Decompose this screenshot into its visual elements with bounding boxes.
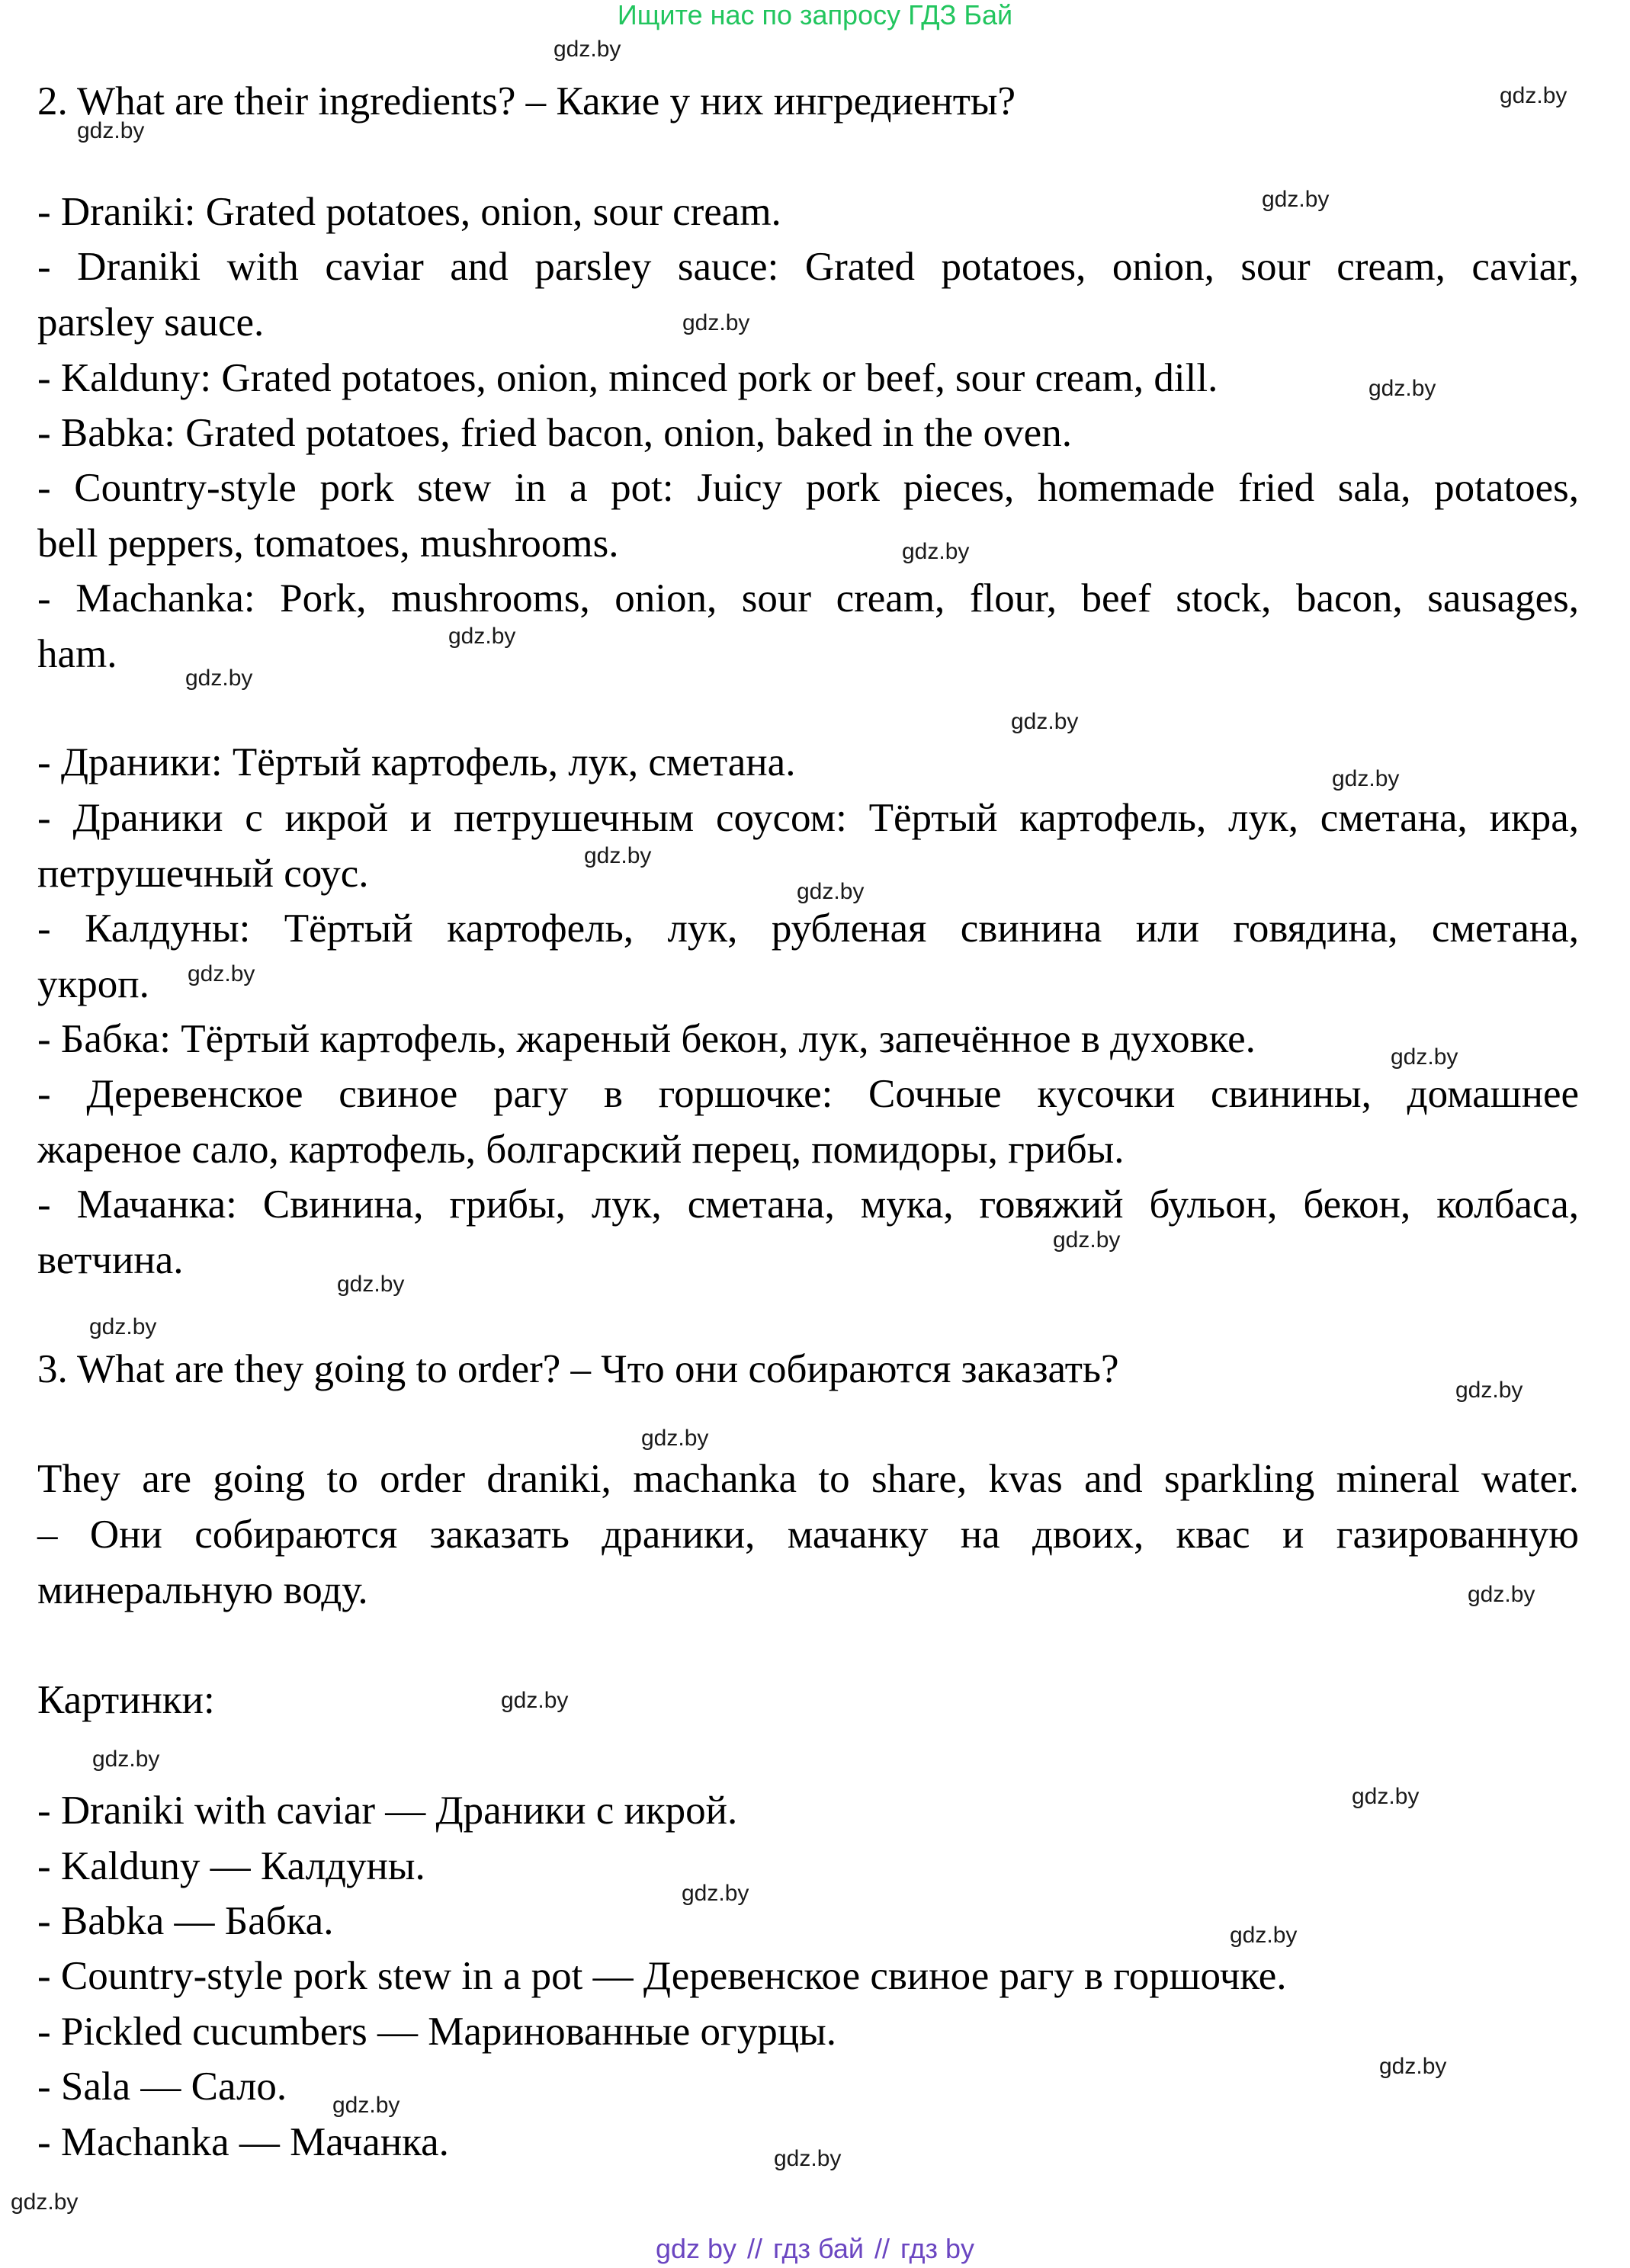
picture-item: - Babka — Бабка. [37, 1899, 334, 1943]
ingredient-line-en: ham. [37, 632, 117, 676]
section3-heading: 3. What are they going to order? – Что они собираются заказать? [37, 1347, 1119, 1391]
picture-item: - Pickled cucumbers — Маринованные огурцы. [37, 2010, 836, 2054]
watermark: gdz.by [92, 1747, 160, 1772]
ingredient-line-en: - Kalduny: Grated potatoes, onion, minced pork or beef, sour cream, dill. [37, 356, 1218, 400]
answer-line: They are going to order draniki, machanka to share, kvas and sparkling mineral water. [37, 1457, 1579, 1501]
watermark: gdz.by [501, 1688, 569, 1713]
watermark: gdz.by [1368, 376, 1436, 401]
pictures-heading: Картинки: [37, 1678, 215, 1722]
picture-item: - Machanka — Мачанка. [37, 2120, 449, 2164]
watermark: gdz.by [1011, 709, 1079, 734]
ingredient-line-ru: - Мачанка: Свинина, грибы, лук, сметана, мука, говяжий бульон, бекон, колбаса, [37, 1182, 1579, 1227]
footer-link[interactable]: гдз by [900, 2233, 975, 2264]
watermark: gdz.by [1352, 1784, 1420, 1809]
ingredient-line-en: - Machanka: Pork, mushrooms, onion, sour cream, flour, beef stock, bacon, sausages, [37, 576, 1579, 621]
watermark: gdz.by [185, 666, 253, 691]
ingredient-line-en: - Draniki with caviar and parsley sauce: Grated potatoes, onion, sour cream, caviar, [37, 245, 1579, 289]
watermark: gdz.by [89, 1314, 157, 1339]
ingredient-line-ru: петрушечный соус. [37, 852, 369, 896]
ingredient-line-en: - Country-style pork stew in a pot: Juicy pork pieces, homemade fried sala, potatoes, [37, 466, 1579, 510]
picture-item: - Sala — Сало. [37, 2064, 287, 2109]
watermark: gdz.by [641, 1426, 709, 1451]
watermark: gdz.by [553, 37, 621, 62]
watermark: gdz.by [1468, 1582, 1535, 1607]
watermark: gdz.by [774, 2146, 842, 2171]
watermark: gdz.by [682, 1881, 749, 1906]
ingredient-line-en: - Babka: Grated potatoes, fried bacon, onion, baked in the oven. [37, 411, 1072, 455]
watermark: gdz.by [448, 624, 516, 649]
watermark: gdz.by [77, 118, 145, 143]
footer-separator: // [874, 2233, 890, 2264]
watermark: gdz.by [1379, 2054, 1447, 2079]
ingredient-line-ru: - Калдуны: Тёртый картофель, лук, рубленая свинина или говядина, сметана, [37, 906, 1579, 951]
search-banner[interactable]: Ищите нас по запросу ГДЗ Бай [617, 0, 1013, 30]
ingredient-line-en: - Draniki: Grated potatoes, onion, sour cream. [37, 190, 781, 234]
watermark: gdz.by [902, 539, 970, 564]
watermark: gdz.by [1230, 1923, 1298, 1948]
ingredient-line-ru: жареное сало, картофель, болгарский перец, помидоры, грибы. [37, 1128, 1125, 1172]
watermark: gdz.by [1455, 1378, 1523, 1403]
footer-link[interactable]: гдз бай [773, 2233, 864, 2264]
picture-item: - Kalduny — Калдуны. [37, 1844, 425, 1888]
ingredient-line-ru: - Драники с икрой и петрушечным соусом: Тёртый картофель, лук, сметана, икра, [37, 796, 1579, 840]
watermark: gdz.by [332, 2093, 400, 2118]
section2-heading: 2. What are their ingredients? – Какие у них ингредиенты? [37, 79, 1016, 124]
watermark: gdz.by [1053, 1227, 1121, 1253]
footer-link[interactable]: gdz by [655, 2233, 737, 2264]
ingredient-line-ru: - Драники: Тёртый картофель, лук, сметана. [37, 740, 796, 784]
watermark: gdz.by [682, 310, 750, 335]
ingredient-line-en: parsley sauce. [37, 300, 265, 345]
ingredient-line-ru: укроп. [37, 962, 149, 1006]
picture-item: - Country-style pork stew in a pot — Деревенское свиное рагу в горшочке. [37, 1954, 1287, 1998]
watermark: gdz.by [337, 1272, 405, 1297]
watermark: gdz.by [584, 843, 652, 868]
watermark: gdz.by [11, 2189, 79, 2215]
watermark: gdz.by [797, 879, 865, 904]
ingredient-line-ru: - Деревенское свиное рагу в горшочке: Сочные кусочки свинины, домашнее [37, 1072, 1579, 1116]
answer-line: минеральную воду. [37, 1568, 368, 1612]
picture-item: - Draniki with caviar — Драники с икрой. [37, 1788, 738, 1833]
answer-line: – Они собираются заказать драники, мачанку на двоих, квас и газированную [37, 1513, 1579, 1557]
ingredient-line-ru: ветчина. [37, 1238, 184, 1282]
watermark: gdz.by [1391, 1044, 1458, 1070]
watermark: gdz.by [1262, 187, 1330, 212]
footer-separator: // [747, 2233, 763, 2264]
ingredient-line-ru: - Бабка: Тёртый картофель, жареный бекон, лук, запечённое в духовке. [37, 1017, 1256, 1061]
ingredient-line-en: bell peppers, tomatoes, mushrooms. [37, 521, 619, 566]
watermark: gdz.by [1500, 83, 1567, 108]
footer-links [0, 2234, 1630, 2264]
watermark: gdz.by [1332, 766, 1400, 791]
watermark: gdz.by [188, 961, 255, 986]
